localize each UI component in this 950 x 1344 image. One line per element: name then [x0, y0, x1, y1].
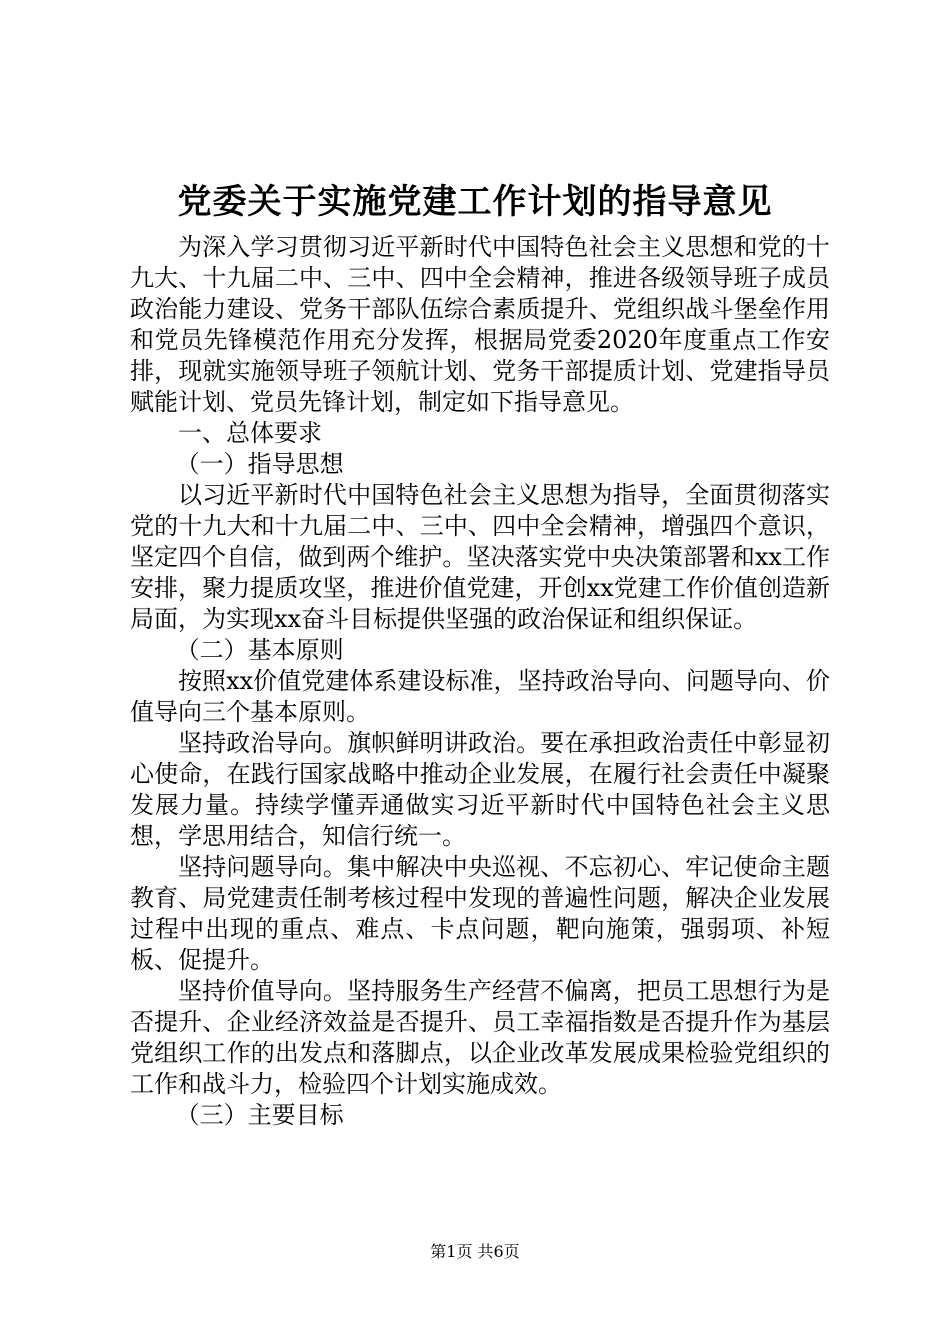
- problem-orientation-paragraph: 坚持问题导向。集中解决中央巡视、不忘初心、牢记使命主题教育、局党建责任制考核过程中发现的普遍性问题，解决企业发展过程中出现的重点、难点、卡点问题，靶向施策，强弱项、补短板、促提升。: [130, 853, 830, 974]
- subsection-heading-guiding-thought: （一）指导思想: [175, 450, 344, 478]
- document-body: [130, 232, 830, 1131]
- section-heading-general-requirements: 一、总体要求: [178, 419, 322, 447]
- subsection-heading-basic-principles: （二）基本原则: [175, 636, 344, 664]
- guiding-thought-paragraph: 以习近平新时代中国特色社会主义思想为指导，全面贯彻落实党的十九大和十九届二中、三中、四中全会精神，增强四个意识，坚定四个自信，做到两个维护。坚决落实党中央决策部署和xx工作安排，聚力提质攻坚，推进价值党建，开创xx党建工作价值创造新局面，为实现xx奋斗目标提供坚强的政治保证和组织保证。: [130, 481, 830, 633]
- basic-principles-paragraph: 按照xx价值党建体系建设标准，坚持政治导向、问题导向、价值导向三个基本原则。: [130, 667, 830, 726]
- page-footer: 第1页 共6页: [430, 1242, 520, 1261]
- document-title: 党委关于实施党建工作计划的指导意见: [177, 182, 773, 222]
- political-orientation-paragraph: 坚持政治导向。旗帜鲜明讲政治。要在承担政治责任中彰显初心使命，在践行国家战略中推动企业发展，在履行社会责任中凝聚发展力量。持续学懂弄通做实习近平新时代中国特色社会主义思想，学思用结合，知信行统一。: [130, 729, 830, 850]
- intro-paragraph: 为深入学习贯彻习近平新时代中国特色社会主义思想和党的十九大、十九届二中、三中、四中全会精神，推进各级领导班子成员政治能力建设、党务干部队伍综合素质提升、党组织战斗堡垒作用和党员先锋模范作用充分发挥，根据局党委2020年度重点工作安排，现就实施领导班子领航计划、党务干部提质计划、党建指导员赋能计划、党员先锋计划，制定如下指导意见。: [130, 233, 830, 416]
- value-orientation-paragraph: 坚持价值导向。坚持服务生产经营不偏离，把员工思想行为是否提升、企业经济效益是否提升、员工幸福指数是否提升作为基层党组织工作的出发点和落脚点，以企业改革发展成果检验党组织的工作和战斗力，检验四个计划实施成效。: [130, 977, 830, 1098]
- subsection-heading-main-goals: （三）主要目标: [175, 1101, 344, 1129]
